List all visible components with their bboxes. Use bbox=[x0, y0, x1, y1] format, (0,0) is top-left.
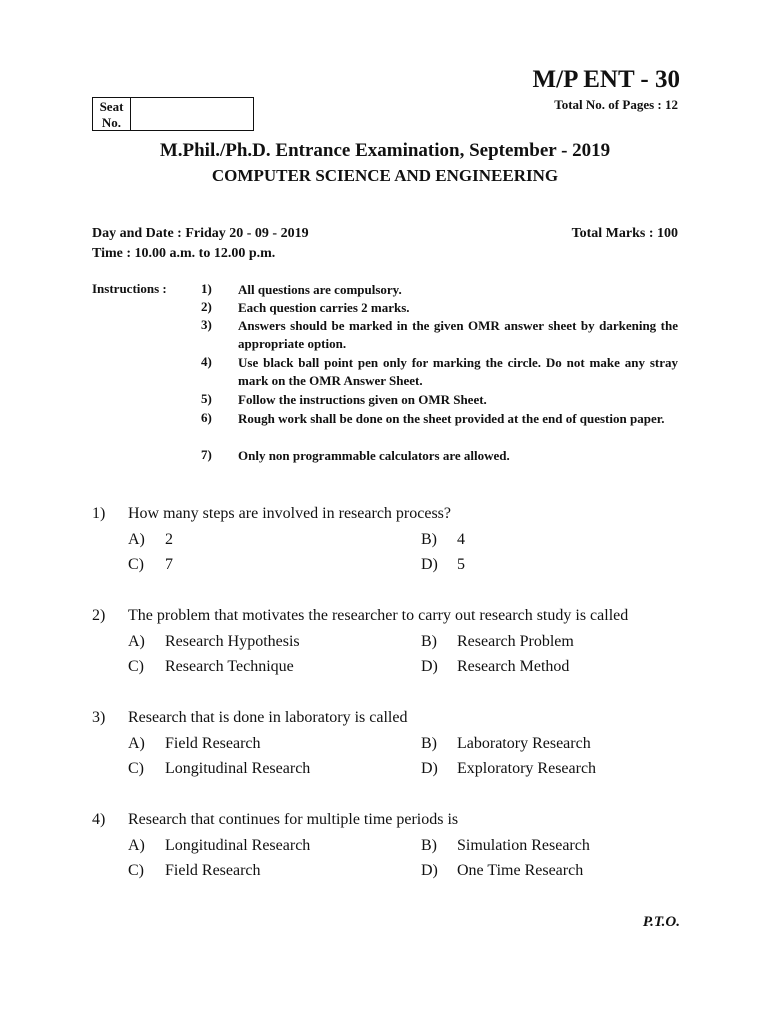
option-text-d: Exploratory Research bbox=[457, 760, 597, 777]
option-text-a: Longitudinal Research bbox=[165, 837, 311, 854]
option-label-a: A) bbox=[128, 837, 145, 854]
instruction-text: Follow the instructions given on OMR Sheet. bbox=[238, 392, 487, 407]
instruction-number: 5) bbox=[201, 391, 212, 406]
option-text-c: 7 bbox=[165, 556, 173, 573]
paper-code: M/P ENT - 30 bbox=[532, 66, 680, 93]
question-number: 4) bbox=[92, 811, 106, 828]
instruction-number: 6) bbox=[201, 410, 212, 425]
option-label-b: B) bbox=[421, 735, 437, 752]
question-text: The problem that motivates the researcher to carry out research study is called bbox=[128, 607, 629, 624]
option-label-c: C) bbox=[128, 760, 144, 777]
option-text-b: 4 bbox=[457, 531, 465, 548]
option-text-b: Laboratory Research bbox=[457, 735, 591, 752]
instruction-text: Use black ball point pen only for marking the circle. Do not make any stray mark on the OMR Answer Sheet. bbox=[238, 355, 678, 388]
option-text-a: 2 bbox=[165, 531, 173, 548]
total-pages: Total No. of Pages : 12 bbox=[554, 97, 678, 112]
instruction-text: All questions are compulsory. bbox=[238, 282, 402, 297]
exam-time: Time : 10.00 a.m. to 12.00 p.m. bbox=[92, 246, 276, 261]
seat-number-box bbox=[92, 97, 254, 131]
seat-number-field[interactable] bbox=[131, 98, 253, 130]
option-label-d: D) bbox=[421, 760, 438, 777]
exam-subject: COMPUTER SCIENCE AND ENGINEERING bbox=[211, 166, 559, 185]
total-marks: Total Marks : 100 bbox=[571, 226, 678, 241]
option-label-a: A) bbox=[128, 633, 145, 650]
instructions-label: Instructions : bbox=[92, 281, 167, 296]
option-text-c: Research Technique bbox=[165, 658, 294, 675]
please-turn-over: P.T.O. bbox=[642, 914, 680, 930]
option-label-b: B) bbox=[421, 633, 437, 650]
option-text-d: Research Method bbox=[457, 658, 570, 675]
instruction-number: 7) bbox=[201, 447, 212, 462]
question-text: Research that continues for multiple time periods is bbox=[128, 811, 459, 828]
seat-label: Seat No. bbox=[93, 98, 131, 130]
option-text-d: One Time Research bbox=[457, 862, 584, 879]
option-label-a: A) bbox=[128, 531, 145, 548]
option-text-b: Research Problem bbox=[457, 633, 574, 650]
instruction-text: Each question carries 2 marks. bbox=[238, 300, 410, 315]
option-text-c: Field Research bbox=[165, 862, 261, 879]
option-text-a: Field Research bbox=[165, 735, 261, 752]
instruction-number: 1) bbox=[201, 281, 212, 296]
instruction-number: 2) bbox=[201, 299, 212, 314]
question-number: 2) bbox=[92, 607, 106, 624]
option-label-c: C) bbox=[128, 658, 144, 675]
option-text-d: 5 bbox=[457, 556, 465, 573]
option-text-c: Longitudinal Research bbox=[165, 760, 311, 777]
option-label-c: C) bbox=[128, 556, 144, 573]
instruction-text: Rough work shall be done on the sheet provided at the end of question paper. bbox=[238, 411, 665, 426]
instruction-number: 4) bbox=[201, 354, 212, 369]
instruction-text: Only non programmable calculators are allowed. bbox=[238, 448, 510, 463]
option-label-d: D) bbox=[421, 556, 438, 573]
option-label-c: C) bbox=[128, 862, 144, 879]
option-label-b: B) bbox=[421, 531, 437, 548]
exam-title: M.Phil./Ph.D. Entrance Examination, September - 2019 bbox=[159, 140, 611, 161]
option-label-a: A) bbox=[128, 735, 145, 752]
option-text-b: Simulation Research bbox=[457, 837, 590, 854]
question-number: 1) bbox=[92, 505, 106, 522]
day-date: Day and Date : Friday 20 - 09 - 2019 bbox=[92, 226, 309, 241]
instruction-text: Answers should be marked in the given OMR answer sheet by darkening the appropriate option. bbox=[238, 318, 678, 351]
option-label-b: B) bbox=[421, 837, 437, 854]
option-label-d: D) bbox=[421, 658, 438, 675]
question-number: 3) bbox=[92, 709, 106, 726]
question-text: Research that is done in laboratory is called bbox=[128, 709, 408, 726]
question-text: How many steps are involved in research process? bbox=[128, 505, 451, 522]
option-label-d: D) bbox=[421, 862, 438, 879]
instruction-number: 3) bbox=[201, 317, 212, 332]
option-text-a: Research Hypothesis bbox=[165, 633, 300, 650]
